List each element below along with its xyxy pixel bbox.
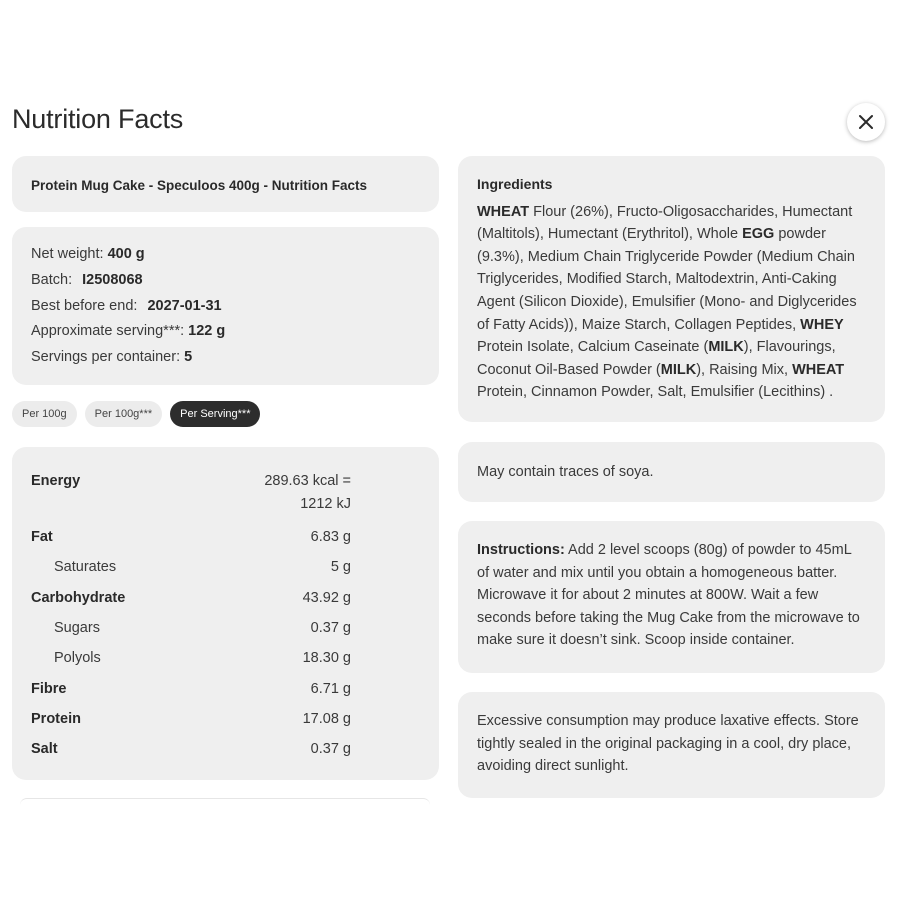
instructions-label: Instructions:: [477, 542, 565, 558]
batch-value: I2508068: [82, 271, 143, 288]
nutrition-row: [31, 613, 351, 643]
ingredients-text: [477, 201, 866, 404]
nutrient-value: 18.30 g: [302, 650, 351, 667]
energy-label: Energy: [31, 473, 81, 489]
allergen-note-card: [458, 442, 885, 502]
nutrient-label: Sugars: [54, 619, 100, 636]
close-icon: [858, 114, 874, 130]
nutrient-value: 5 g: [330, 559, 351, 576]
nutrient-label: Fat: [31, 529, 53, 546]
allergen-word: MILK: [708, 339, 744, 356]
allergen-word: WHEAT: [792, 361, 845, 378]
nutrient-value: 6.71 g: [310, 680, 351, 697]
nutrient-label: Fibre: [31, 680, 67, 697]
batch-label: Batch:: [31, 271, 73, 288]
ingredient-text: ), Flavourings, Coconut Oil-Based Powder (: [477, 339, 836, 378]
ingredient-text: Protein Isolate, Calcium Caseinate (: [477, 339, 709, 356]
nutrient-value: 43.92 g: [302, 589, 351, 606]
nutrition-row: [31, 734, 351, 764]
net-weight-row: [31, 242, 420, 268]
nutrition-row: [31, 552, 351, 582]
tab-per-serving[interactable]: Per Serving***: [170, 401, 260, 427]
allergen-word: MILK: [660, 361, 697, 378]
next-card-edge: [20, 798, 430, 805]
nutrition-rows: [31, 522, 420, 764]
serving-row: [31, 319, 420, 345]
nutrient-label: Salt: [31, 741, 58, 758]
close-button[interactable]: [847, 103, 885, 141]
batch-row: [31, 268, 420, 294]
energy-kcal: 289.63 kcal =: [264, 473, 351, 489]
warning-card: [458, 692, 885, 798]
nutrient-value: 0.37 g: [310, 741, 351, 758]
page-title: Nutrition Facts: [12, 104, 184, 134]
instructions-text: Add 2 level scoops (80g) of powder to 45mL of water and mix until you obtain a homogeneous batter. Microwave it for about 2 minutes at 800W. Wait a few seconds before taking the Mug Cake from the microwave to make sure it doesn’t sink. Scoop inside container.: [477, 542, 860, 649]
nutrient-value: 6.83 g: [310, 529, 351, 546]
serving-label: Approximate serving***:: [31, 323, 185, 340]
ingredient-text: powder (9.3%), Medium Chain Triglyceride Powder (Medium Chain Triglycerides, Modified Starch, Maltodextrin, Anti-Caking Agent (Silicon Dioxide), Emulsifier (Mono- and Diglycerides of Fatty Acids)), Maize Starch, Collagen Peptides,: [477, 226, 857, 333]
servings-row: [31, 345, 420, 371]
serving-value: 122 g: [188, 323, 226, 340]
ingredients-title: Ingredients: [477, 176, 553, 192]
best-before-value: 2027-01-31: [147, 297, 222, 314]
nutrient-value: 0.37 g: [310, 619, 351, 636]
product-name: Protein Mug Cake - Speculoos 400g - Nutrition Facts: [31, 178, 368, 193]
ingredient-text: Protein, Cinnamon Powder, Salt, Emulsifier (Lecithins) .: [477, 384, 834, 401]
allergen-word: WHEY: [800, 316, 844, 333]
nutrient-label: Protein: [31, 710, 81, 727]
nutrition-table: [12, 447, 439, 780]
tab-per-100g[interactable]: Per 100g: [12, 401, 77, 427]
allergen-word: EGG: [742, 226, 775, 243]
best-before-row: [31, 294, 420, 320]
net-weight-value: 400 g: [107, 246, 145, 262]
allergen-word: WHEAT: [477, 203, 530, 220]
net-weight-label: Net weight:: [31, 246, 104, 262]
warning-text: Excessive consumption may produce laxative effects. Store tightly sealed in the original packaging in a cool, dry place, avoiding direct sunlight.: [477, 713, 859, 775]
nutrition-row: [31, 583, 351, 613]
nutrition-row: [31, 674, 351, 704]
allergen-note: May contain traces of soya.: [477, 464, 654, 480]
ingredient-text: ), Raising Mix,: [696, 361, 793, 378]
nutrient-label: Saturates: [54, 559, 117, 576]
nutrition-row: [31, 522, 351, 552]
ingredients-card: [458, 156, 885, 422]
servings-label: Servings per container:: [31, 349, 181, 366]
nutrient-label: Polyols: [54, 650, 101, 667]
servings-value: 5: [184, 349, 193, 366]
nutrient-label: Carbohydrate: [31, 589, 126, 606]
best-before-label: Best before end:: [31, 297, 138, 314]
tab-per-100g-alt[interactable]: Per 100g***: [85, 401, 163, 427]
energy-value: [264, 470, 351, 515]
product-name-card: [12, 156, 439, 212]
unit-tabs: [12, 401, 260, 427]
energy-kj: 1212 kJ: [300, 495, 351, 512]
ingredient-text: Flour (26%), Fructo-Oligosaccharides, Humectant (Maltitols), Humectant (Erythritol), Whole: [477, 203, 853, 243]
nutrition-row: [31, 704, 351, 734]
product-info-card: [12, 227, 439, 385]
nutrient-value: 17.08 g: [302, 710, 351, 727]
nutrition-row-energy: [31, 470, 351, 515]
nutrition-row: [31, 643, 351, 673]
instructions-card: [458, 521, 885, 673]
